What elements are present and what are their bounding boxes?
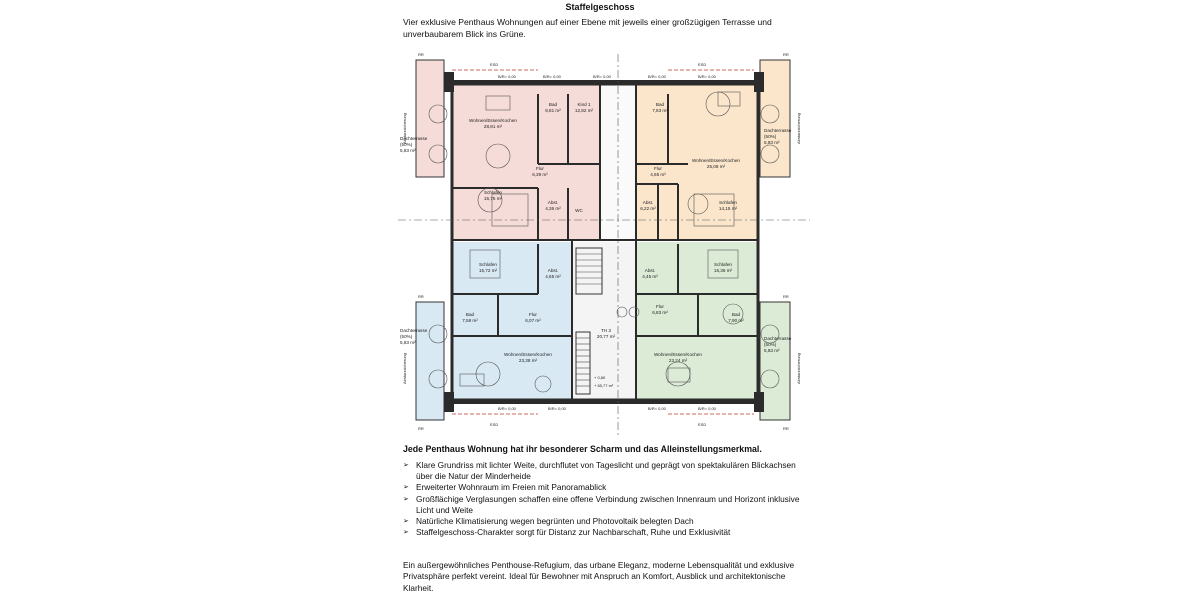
- room-label-th: TH 3 20,77 m²: [596, 328, 616, 339]
- room-label-br-schlafen: Schlafen 15,36 m²: [713, 262, 733, 273]
- absturz-label-right-bottom: Absturzsicherung: [796, 353, 801, 384]
- rr-label-5: RR: [418, 426, 424, 431]
- room-label-tr-bad: Bad 7,83 m²: [652, 102, 668, 113]
- esd-label-top-right: ESD: [698, 62, 707, 67]
- right-protrusion-top: [754, 72, 764, 92]
- br-label-7: B/R= 0,00: [548, 406, 566, 411]
- arrow-bullet-icon: ➢: [403, 484, 409, 492]
- list-item: [400, 494, 800, 516]
- core-top-wall: [446, 80, 764, 85]
- br-label-1: B/R= 0,00: [498, 74, 516, 79]
- room-label-tr-flur: Flur 4,65 m²: [650, 166, 666, 177]
- list-item-text: Klare Grundriss mit lichter Weite, durchflutet von Tageslicht und geprägt von spektakulären Blickachsen über die Natur der Minderheide: [416, 460, 796, 482]
- room-label-br-wohnen: Wohnen/Essen/Kochen 23,24 m²: [654, 352, 702, 363]
- page-title: Staffelgeschoss: [565, 2, 635, 12]
- room-label-tl-bad: Bad 8,81 m²: [545, 102, 561, 113]
- arrow-bullet-icon: ➢: [403, 518, 409, 526]
- terrace-bottom-left: [416, 302, 444, 420]
- arrow-bullet-icon: ➢: [403, 462, 409, 469]
- right-protrusion-bottom: [754, 392, 764, 412]
- br-label-9: B/R= 0,00: [698, 406, 716, 411]
- rr-label-2: RR: [783, 52, 789, 57]
- list-item: [400, 482, 800, 493]
- floor-plan: [398, 44, 810, 436]
- br-label-3: B/R= 0,00: [593, 74, 611, 79]
- br-label-5: B/R= 0,00: [698, 74, 716, 79]
- esd-label-top-left: ESD: [490, 62, 499, 67]
- room-label-br-terrasse: Dachterrasse (50%) 5,83 m²: [764, 336, 792, 353]
- room-label-bl-terrasse: Dachterrasse (50%) 5,83 m²: [400, 328, 428, 345]
- left-protrusion-top: [444, 72, 454, 92]
- esd-label-bottom-right: ESD: [698, 422, 707, 427]
- br-label-8: B/R= 0,00: [648, 406, 666, 411]
- room-label-tl-wc: WC: [575, 208, 583, 213]
- arrow-bullet-icon: ➢: [403, 529, 409, 537]
- room-label-bl-abstell: Abst. 4,65 m²: [545, 268, 561, 279]
- list-item-text: Staffelgeschoss-Charakter sorgt für Distanz zur Nachbarschaft, Ruhe und Exklusivität: [416, 527, 731, 538]
- core-bottom-wall: [446, 399, 764, 404]
- list-item: [400, 516, 800, 527]
- rr-label-1: RR: [418, 52, 424, 57]
- list-item-text: Natürliche Klimatisierung wegen begrünten und Photovoltaik belegten Dach: [416, 516, 694, 527]
- room-label-tl-kind: Kind 1 12,82 m²: [574, 102, 594, 113]
- left-protrusion-bottom: [444, 392, 454, 412]
- room-label-tl-wohnen: Wohnen/Essen/Kochen 28,81 m²: [469, 118, 517, 129]
- section-headline: Jede Penthaus Wohnung hat ihr besonderer Scharm und das Alleinstellungsmerkmal.: [403, 444, 762, 454]
- room-label-tr-terrasse: Dachterrasse (50%) 5,83 m²: [764, 128, 792, 145]
- room-label-bl-schlafen: Schlafen 15,72 m²: [478, 262, 498, 273]
- closing-paragraph: Ein außergewöhnliches Penthouse-Refugium, das urbane Eleganz, moderne Lebensqualität und exklusive Privatsphäre perfekt vereint. Ideal für Bewohner mit Anspruch an Komfort, Ausblick und architektonische Klarheit.: [403, 560, 795, 593]
- rr-label-6: RR: [783, 426, 789, 431]
- level-label-b: + 65,77 m²: [594, 383, 614, 388]
- room-label-tl-terrasse: Dachterrasse (50%) 5,83 m²: [400, 136, 428, 153]
- esd-label-bottom-left: ESD: [490, 422, 499, 427]
- room-label-tr-schlafen: Schlafen 14,15 m²: [718, 200, 738, 211]
- room-label-br-abstell: Abst. 4,45 m²: [642, 268, 658, 279]
- terrace-bottom-right: [760, 302, 790, 420]
- rr-label-3: RR: [418, 294, 424, 299]
- room-label-bl-wohnen: Wohnen/Essen/Kochen 23,38 m²: [504, 352, 552, 363]
- room-label-br-bad: Bad 7,90 m²: [728, 312, 744, 323]
- absturz-label-right-top: Absturzsicherung: [796, 113, 801, 144]
- br-label-2: B/R= 0,00: [543, 74, 561, 79]
- room-label-tr-abstell: Abst. 6,22 m²: [640, 200, 656, 211]
- room-label-br-flur: Flur 6,83 m²: [652, 304, 668, 315]
- br-label-6: B/R= 0,00: [498, 406, 516, 411]
- arrow-bullet-icon: ➢: [403, 495, 409, 503]
- feature-list: [400, 460, 800, 538]
- absturz-label-left-bottom: Absturzsicherung: [402, 353, 407, 384]
- list-item-text: Erweiterter Wohnraum im Freien mit Panoramablick: [416, 482, 607, 493]
- list-item: [400, 527, 800, 538]
- list-item-text: Großflächige Verglasungen schaffen eine offene Verbindung zwischen Innenraum und Horizont inklusive Licht und Weite: [416, 493, 800, 515]
- br-label-4: B/R= 0,00: [648, 74, 666, 79]
- rr-label-4: RR: [783, 294, 789, 299]
- room-label-tl-flur: Flur 6,39 m²: [532, 166, 548, 177]
- intro-text: Vier exklusive Penthaus Wohnungen auf einer Ebene mit jeweils einer großzügigen Terrasse und unverbaubarem Blick ins Grüne.: [403, 17, 772, 39]
- absturz-label-left-top: Absturzsicherung: [402, 113, 407, 144]
- terrace-top-right: [760, 60, 790, 177]
- room-label-tl-schlafen: Schlafen 15,75 m²: [483, 190, 503, 201]
- room-label-bl-flur: Flur 6,07 m²: [525, 312, 541, 323]
- list-item: [400, 460, 800, 482]
- level-label-a: + 0,80: [594, 375, 606, 380]
- room-label-bl-bad: Bad 7,58 m²: [462, 312, 478, 323]
- room-label-tr-wohnen: Wohnen/Essen/Kochen 25,08 m²: [692, 158, 740, 169]
- room-label-tl-abstell: Abst. 4,36 m²: [545, 200, 561, 211]
